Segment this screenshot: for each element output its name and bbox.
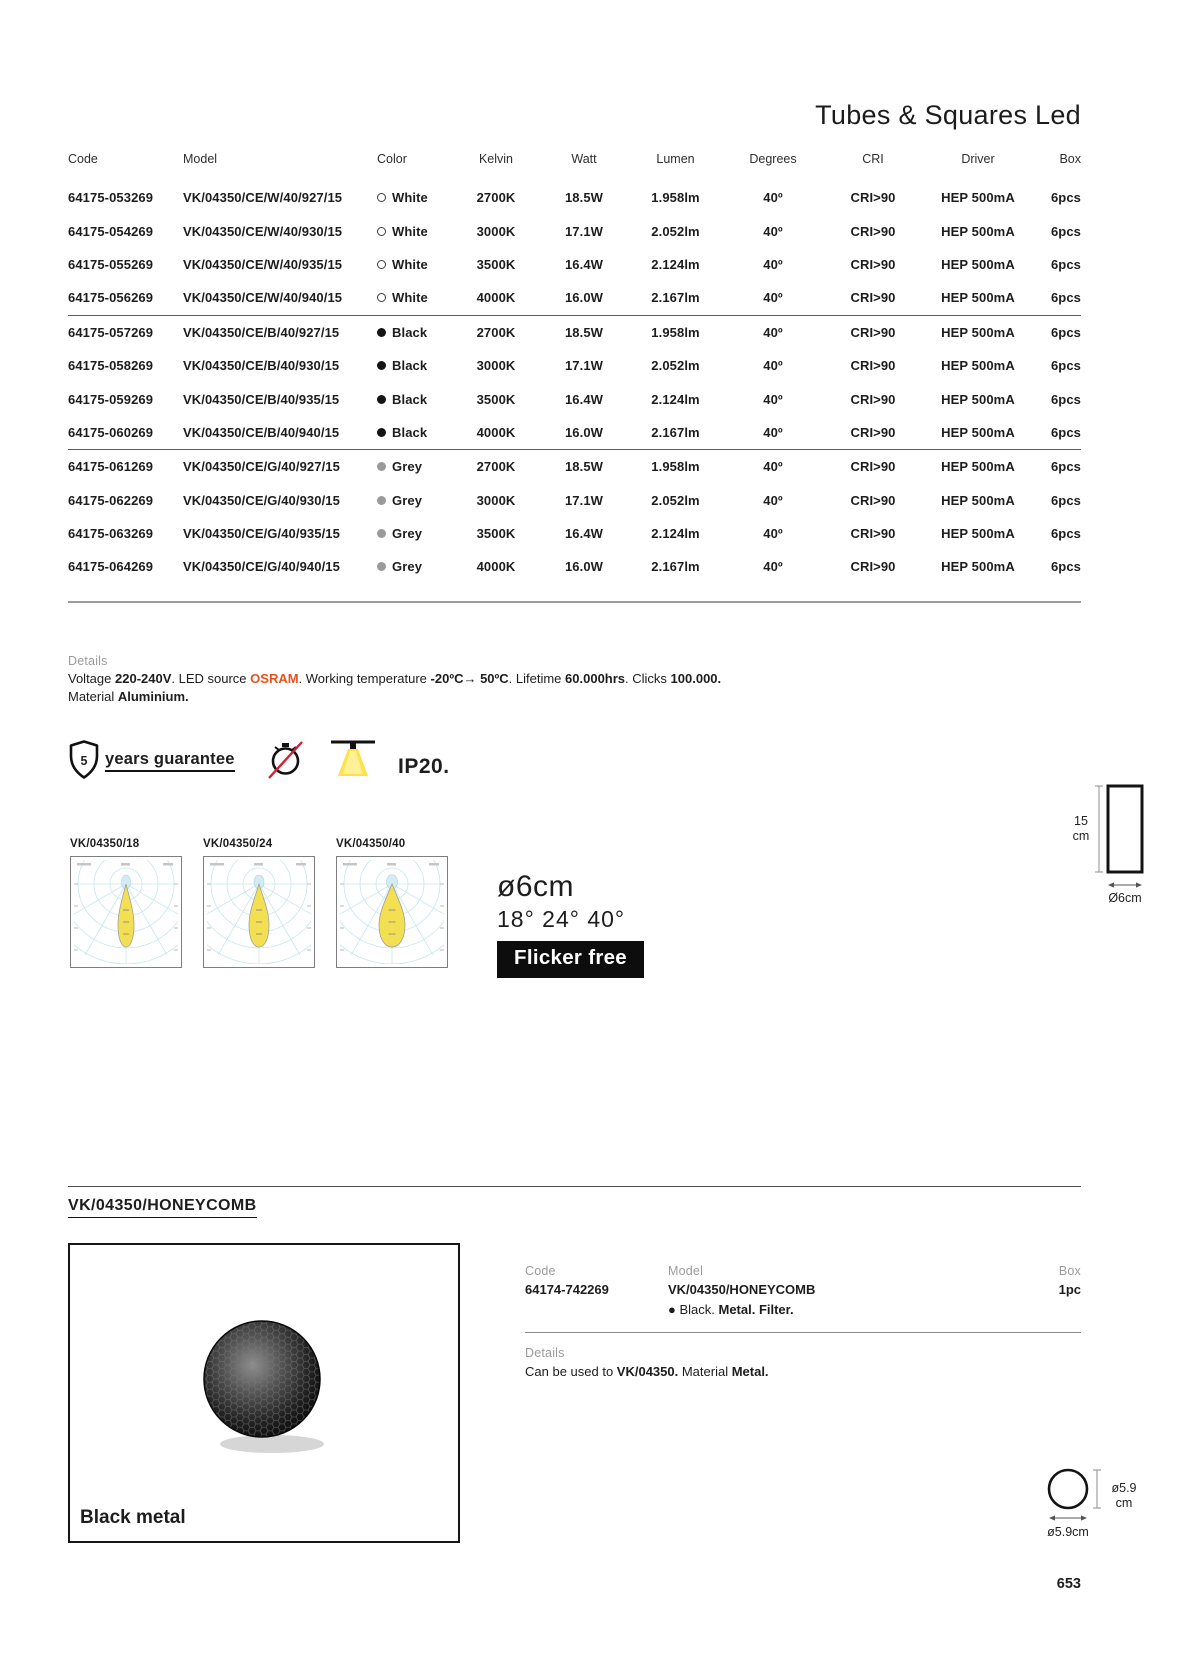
cell-kelvin: 3500K bbox=[476, 526, 516, 542]
honeycomb-details-label: Details bbox=[525, 1346, 565, 1360]
text-segment: 100.000. bbox=[670, 671, 722, 686]
color-swatch-white bbox=[377, 260, 386, 269]
tube-diameter-label: Ø6cm bbox=[1108, 891, 1142, 905]
cell-kelvin: 2700K bbox=[476, 324, 516, 340]
color-label: Grey bbox=[392, 492, 423, 508]
honeycomb-model: VK/04350/HONEYCOMB bbox=[668, 1282, 816, 1297]
info-divider bbox=[525, 1332, 1081, 1333]
tube-outline bbox=[1108, 786, 1142, 872]
page-title: Tubes & Squares Led bbox=[815, 100, 1081, 130]
details-label: Details bbox=[68, 654, 108, 668]
text-segment: . LED source bbox=[171, 671, 251, 686]
column-header: Model bbox=[183, 152, 218, 166]
flicker-free-badge: Flicker free bbox=[497, 941, 644, 978]
cell-watt: 17.1W bbox=[564, 492, 604, 508]
cell-kelvin: 3500K bbox=[476, 256, 516, 272]
text-segment: Material bbox=[68, 689, 118, 704]
cell-box: 6pcs bbox=[1050, 256, 1081, 272]
cell-box: 6pcs bbox=[1050, 358, 1081, 374]
cell-cri: CRI>90 bbox=[850, 190, 896, 206]
cell-kelvin: 3000K bbox=[476, 492, 516, 508]
table-row bbox=[68, 450, 1081, 483]
cell-cri: CRI>90 bbox=[850, 492, 896, 508]
cell-lumen: 2.167lm bbox=[651, 290, 700, 306]
cell-box: 6pcs bbox=[1050, 190, 1081, 206]
cell-box: 6pcs bbox=[1050, 492, 1081, 508]
cell-watt: 16.4W bbox=[564, 391, 604, 407]
cell-code: 64175-059269 bbox=[68, 391, 154, 407]
polar-diagram-24 bbox=[203, 856, 315, 968]
cell-box: 6pcs bbox=[1050, 391, 1081, 407]
color-swatch-grey bbox=[377, 462, 386, 471]
cell-box: 6pcs bbox=[1050, 290, 1081, 306]
details-block bbox=[68, 652, 721, 706]
cell-cri: CRI>90 bbox=[850, 223, 896, 239]
cell-degrees: 40º bbox=[763, 190, 783, 206]
cell-watt: 16.4W bbox=[564, 256, 604, 272]
diagram-label-24: VK/04350/24 bbox=[203, 838, 273, 850]
cell-color bbox=[377, 325, 452, 340]
cell-kelvin: 2700K bbox=[476, 190, 516, 206]
honeycomb-photo-box bbox=[68, 1243, 460, 1543]
text-segment: Can be used to bbox=[525, 1364, 617, 1379]
color-label: White bbox=[392, 290, 428, 306]
cell-lumen: 2.052lm bbox=[651, 223, 700, 239]
cell-lumen: 2.167lm bbox=[651, 559, 700, 575]
text-segment: . Clicks bbox=[625, 671, 671, 686]
cell-degrees: 40º bbox=[763, 358, 783, 374]
cell-driver: HEP 500mA bbox=[941, 324, 1015, 340]
cell-driver: HEP 500mA bbox=[941, 256, 1015, 272]
table-group bbox=[68, 181, 1081, 315]
code-label: Code bbox=[525, 1264, 556, 1278]
cell-degrees: 40º bbox=[763, 290, 783, 306]
filter-outline bbox=[1049, 1470, 1087, 1508]
cell-color bbox=[377, 358, 452, 373]
cell-driver: HEP 500mA bbox=[941, 559, 1015, 575]
model-label: Model bbox=[668, 1264, 704, 1278]
honeycomb-filter-image bbox=[192, 1313, 340, 1463]
column-header: Degrees bbox=[749, 152, 797, 166]
color-swatch-black bbox=[377, 361, 386, 370]
text-segment: Metal. Filter. bbox=[718, 1302, 794, 1317]
cell-driver: HEP 500mA bbox=[941, 358, 1015, 374]
cell-degrees: 40º bbox=[763, 526, 783, 542]
honeycomb-spec bbox=[668, 1302, 794, 1317]
color-swatch-black bbox=[377, 428, 386, 437]
cell-driver: HEP 500mA bbox=[941, 526, 1015, 542]
column-header: Color bbox=[377, 152, 407, 166]
product-table bbox=[68, 152, 1081, 603]
cell-code: 64175-055269 bbox=[68, 256, 154, 272]
column-header: Kelvin bbox=[478, 152, 514, 166]
color-swatch-black bbox=[377, 395, 386, 404]
color-swatch-grey bbox=[377, 562, 386, 571]
text-segment: VK/04350. bbox=[616, 1364, 679, 1379]
cell-watt: 18.5W bbox=[564, 324, 604, 340]
column-header: Code bbox=[68, 152, 98, 166]
cell-lumen: 1.958lm bbox=[651, 324, 700, 340]
color-swatch-black bbox=[377, 328, 386, 337]
cell-model: VK/04350/CE/W/40/927/15 bbox=[183, 190, 343, 206]
color-label: Grey bbox=[392, 526, 423, 542]
cell-cri: CRI>90 bbox=[850, 424, 896, 440]
cell-watt: 17.1W bbox=[564, 223, 604, 239]
color-label: White bbox=[392, 190, 428, 206]
details-line-2 bbox=[68, 688, 721, 706]
filter-dimension-drawing bbox=[1000, 1455, 1180, 1555]
cell-watt: 16.0W bbox=[564, 290, 604, 306]
color-label: Black bbox=[392, 358, 428, 374]
cell-code: 64175-054269 bbox=[68, 223, 154, 239]
honeycomb-details-line bbox=[525, 1364, 769, 1379]
ip-rating: IP20. bbox=[398, 755, 450, 778]
beam-angles-text: 18° 24° 40° bbox=[497, 906, 626, 932]
table-row bbox=[68, 181, 1081, 214]
cell-lumen: 1.958lm bbox=[651, 190, 700, 206]
guarantee-years-number: 5 bbox=[80, 754, 88, 768]
cell-watt: 17.1W bbox=[564, 358, 604, 374]
cell-driver: HEP 500mA bbox=[941, 190, 1015, 206]
polar-diagram-40 bbox=[336, 856, 448, 968]
color-swatch-grey bbox=[377, 529, 386, 538]
cell-box: 6pcs bbox=[1050, 559, 1081, 575]
cell-code: 64175-062269 bbox=[68, 492, 154, 508]
color-label: White bbox=[392, 223, 428, 239]
filter-diameter-side-unit: cm bbox=[1115, 1496, 1133, 1510]
table-header-row bbox=[68, 152, 1081, 166]
cell-kelvin: 2700K bbox=[476, 459, 516, 475]
column-header: Watt bbox=[571, 152, 597, 166]
cell-code: 64175-061269 bbox=[68, 459, 154, 475]
cell-color bbox=[377, 459, 452, 474]
cell-lumen: 1.958lm bbox=[651, 459, 700, 475]
cell-color bbox=[377, 290, 452, 305]
table-row bbox=[68, 550, 1081, 583]
cell-model: VK/04350/CE/G/40/935/15 bbox=[183, 526, 340, 542]
cell-cri: CRI>90 bbox=[850, 559, 896, 575]
cell-degrees: 40º bbox=[763, 256, 783, 272]
section-divider bbox=[68, 1186, 1081, 1187]
cell-watt: 16.0W bbox=[564, 424, 604, 440]
cell-driver: HEP 500mA bbox=[941, 290, 1015, 306]
table-row bbox=[68, 349, 1081, 382]
cell-color bbox=[377, 526, 452, 541]
table-row bbox=[68, 214, 1081, 247]
page-number: 653 bbox=[1056, 1576, 1081, 1592]
cell-code: 64175-053269 bbox=[68, 190, 154, 206]
column-header: CRI bbox=[862, 152, 884, 166]
cell-kelvin: 3000K bbox=[476, 223, 516, 239]
column-header: Lumen bbox=[656, 152, 695, 166]
table-row bbox=[68, 382, 1081, 415]
honeycomb-code: 64174-742269 bbox=[525, 1282, 609, 1297]
cell-code: 64175-058269 bbox=[68, 358, 154, 374]
color-label: Black bbox=[392, 391, 428, 407]
column-header: Driver bbox=[961, 152, 995, 166]
cell-color bbox=[377, 559, 452, 574]
text-segment: 60.000hrs bbox=[565, 671, 626, 686]
cell-code: 64175-063269 bbox=[68, 526, 154, 542]
cell-model: VK/04350/CE/W/40/940/15 bbox=[183, 290, 343, 306]
cell-degrees: 40º bbox=[763, 223, 783, 239]
cell-model: VK/04350/CE/G/40/927/15 bbox=[183, 459, 340, 475]
cell-color bbox=[377, 224, 452, 239]
cell-kelvin: 3000K bbox=[476, 358, 516, 374]
cell-color bbox=[377, 425, 452, 440]
honeycomb-box-qty: 1pc bbox=[1058, 1282, 1081, 1297]
cell-model: VK/04350/CE/G/40/930/15 bbox=[183, 492, 340, 508]
text-segment: 220-240V bbox=[115, 671, 172, 686]
honeycomb-heading: VK/04350/HONEYCOMB bbox=[68, 1197, 257, 1218]
ceiling-light-icon bbox=[330, 738, 376, 785]
diagram-label-40: VK/04350/40 bbox=[336, 838, 406, 850]
cell-cri: CRI>90 bbox=[850, 391, 896, 407]
cell-cri: CRI>90 bbox=[850, 256, 896, 272]
cell-lumen: 2.167lm bbox=[651, 424, 700, 440]
cell-driver: HEP 500mA bbox=[941, 424, 1015, 440]
table-row bbox=[68, 316, 1081, 349]
cell-kelvin: 3500K bbox=[476, 391, 516, 407]
cell-color bbox=[377, 392, 452, 407]
table-row bbox=[68, 281, 1081, 314]
text-segment: -20ºC→ 50ºC bbox=[430, 671, 509, 686]
color-label: Black bbox=[392, 424, 428, 440]
cell-model: VK/04350/CE/B/40/927/15 bbox=[183, 324, 340, 340]
text-segment: ● Black. bbox=[668, 1302, 719, 1317]
color-label: Grey bbox=[392, 559, 423, 575]
color-label: White bbox=[392, 256, 428, 272]
cell-code: 64175-064269 bbox=[68, 559, 154, 575]
details-line-1 bbox=[68, 670, 721, 688]
color-swatch-white bbox=[377, 227, 386, 236]
filter-diameter-bottom-label: ø5.9cm bbox=[1047, 1525, 1089, 1539]
cell-cri: CRI>90 bbox=[850, 290, 896, 306]
table-group bbox=[68, 315, 1081, 450]
text-segment: Voltage bbox=[68, 671, 115, 686]
cell-degrees: 40º bbox=[763, 459, 783, 475]
text-segment: Metal. bbox=[731, 1364, 769, 1379]
cell-model: VK/04350/CE/B/40/935/15 bbox=[183, 391, 340, 407]
cell-kelvin: 4000K bbox=[476, 290, 516, 306]
cell-kelvin: 4000K bbox=[476, 559, 516, 575]
cell-model: VK/04350/CE/B/40/940/15 bbox=[183, 424, 340, 440]
cell-cri: CRI>90 bbox=[850, 459, 896, 475]
text-segment: Aluminium. bbox=[117, 689, 189, 704]
box-label: Box bbox=[1058, 1264, 1081, 1278]
filter-diameter-side-value: ø5.9 bbox=[1111, 1481, 1137, 1495]
table-row bbox=[68, 248, 1081, 281]
table-row bbox=[68, 517, 1081, 550]
table-group bbox=[68, 449, 1081, 584]
cell-box: 6pcs bbox=[1050, 424, 1081, 440]
tube-height-unit: cm bbox=[1072, 829, 1090, 843]
cell-lumen: 2.124lm bbox=[651, 526, 700, 542]
diagram-label-18: VK/04350/18 bbox=[70, 838, 140, 850]
cell-watt: 18.5W bbox=[564, 190, 604, 206]
cell-degrees: 40º bbox=[763, 559, 783, 575]
photo-caption: Black metal bbox=[80, 1507, 186, 1528]
color-swatch-grey bbox=[377, 496, 386, 505]
guarantee-text: years guarantee bbox=[105, 750, 235, 772]
guarantee-shield-icon bbox=[66, 738, 102, 787]
cell-watt: 16.4W bbox=[564, 526, 604, 542]
cell-cri: CRI>90 bbox=[850, 358, 896, 374]
cell-driver: HEP 500mA bbox=[941, 391, 1015, 407]
cell-model: VK/04350/CE/G/40/940/15 bbox=[183, 559, 340, 575]
cell-degrees: 40º bbox=[763, 424, 783, 440]
cell-degrees: 40º bbox=[763, 492, 783, 508]
cell-lumen: 2.052lm bbox=[651, 492, 700, 508]
tube-dimension-drawing bbox=[1000, 738, 1170, 913]
cell-driver: HEP 500mA bbox=[941, 492, 1015, 508]
color-swatch-white bbox=[377, 293, 386, 302]
no-flicker-clock-icon bbox=[266, 736, 306, 787]
cell-watt: 16.0W bbox=[564, 559, 604, 575]
cell-box: 6pcs bbox=[1050, 223, 1081, 239]
cell-color bbox=[377, 257, 452, 272]
cell-color bbox=[377, 190, 452, 205]
color-label: Grey bbox=[392, 459, 423, 475]
cell-code: 64175-060269 bbox=[68, 424, 154, 440]
color-swatch-white bbox=[377, 193, 386, 202]
cell-color bbox=[377, 493, 452, 508]
table-row bbox=[68, 484, 1081, 517]
cell-watt: 18.5W bbox=[564, 459, 604, 475]
text-segment: . Lifetime bbox=[508, 671, 566, 686]
cell-model: VK/04350/CE/B/40/930/15 bbox=[183, 358, 340, 374]
cell-lumen: 2.052lm bbox=[651, 358, 700, 374]
cell-lumen: 2.124lm bbox=[651, 391, 700, 407]
cell-box: 6pcs bbox=[1050, 459, 1081, 475]
cell-kelvin: 4000K bbox=[476, 424, 516, 440]
cell-code: 64175-057269 bbox=[68, 324, 154, 340]
cell-degrees: 40º bbox=[763, 324, 783, 340]
cell-lumen: 2.124lm bbox=[651, 256, 700, 272]
text-segment: Material bbox=[678, 1364, 732, 1379]
cell-driver: HEP 500mA bbox=[941, 459, 1015, 475]
color-label: Black bbox=[392, 324, 428, 340]
text-segment: OSRAM bbox=[250, 671, 299, 686]
polar-diagram-18 bbox=[70, 856, 182, 968]
tube-height-value: 15 bbox=[1074, 814, 1088, 828]
table-row bbox=[68, 416, 1081, 449]
cell-model: VK/04350/CE/W/40/930/15 bbox=[183, 223, 343, 239]
cell-driver: HEP 500mA bbox=[941, 223, 1015, 239]
column-header: Box bbox=[1059, 152, 1081, 166]
text-segment: . Working temperature bbox=[298, 671, 431, 686]
cell-code: 64175-056269 bbox=[68, 290, 154, 306]
table-body bbox=[68, 181, 1081, 584]
cell-cri: CRI>90 bbox=[850, 324, 896, 340]
cell-model: VK/04350/CE/W/40/935/15 bbox=[183, 256, 343, 272]
cell-box: 6pcs bbox=[1050, 324, 1081, 340]
cell-box: 6pcs bbox=[1050, 526, 1081, 542]
diameter-text: ø6cm bbox=[497, 870, 574, 903]
cell-cri: CRI>90 bbox=[850, 526, 896, 542]
cell-degrees: 40º bbox=[763, 391, 783, 407]
